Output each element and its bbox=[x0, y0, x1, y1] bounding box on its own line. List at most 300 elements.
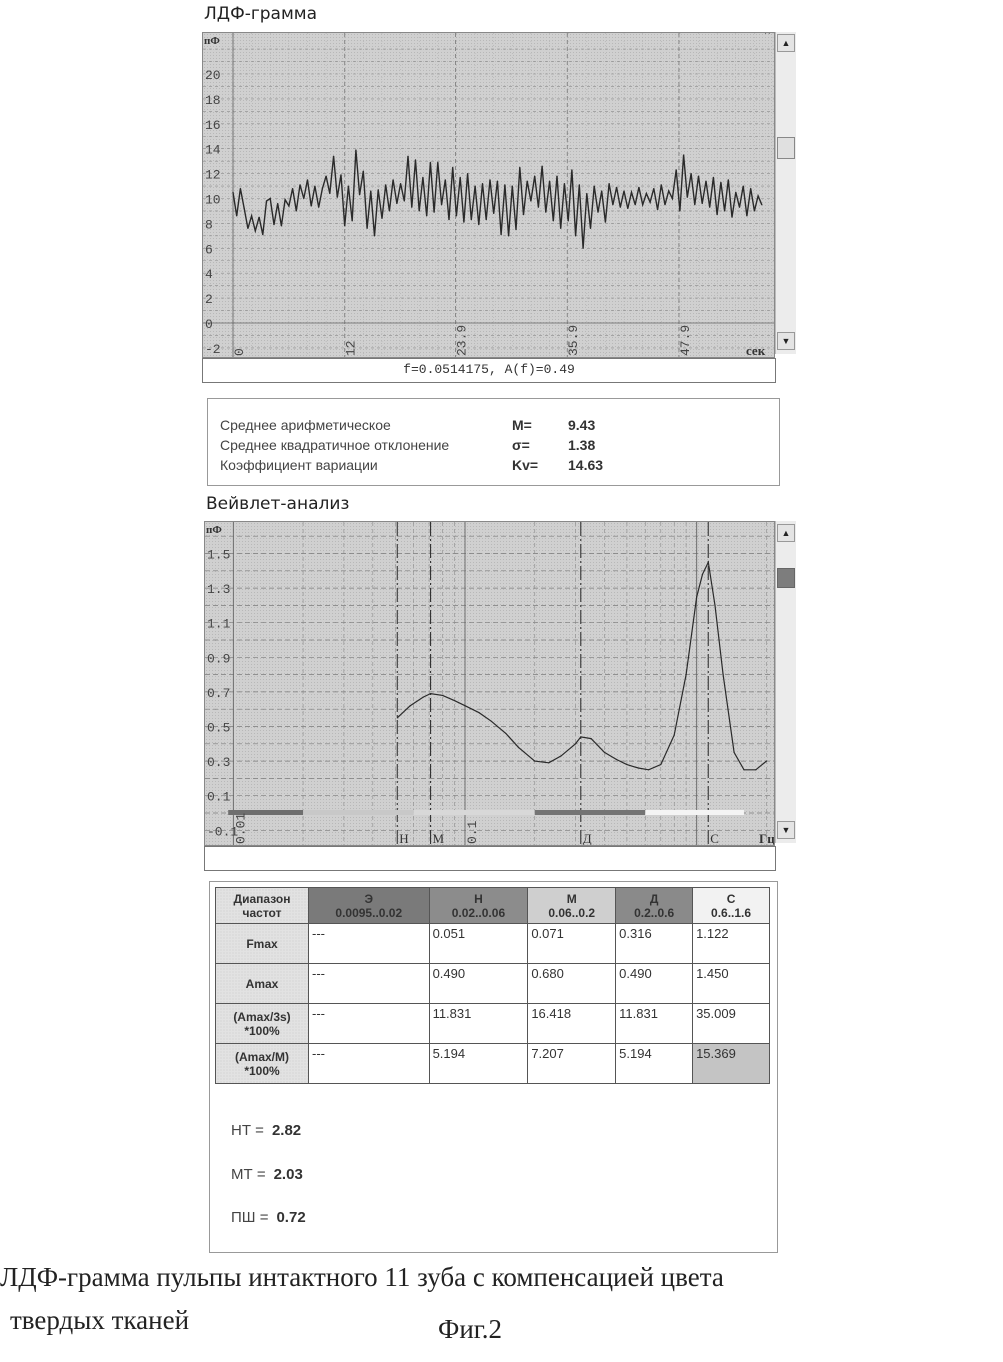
ldf-data-point bbox=[277, 203, 278, 204]
y-tick-label: 0.5 bbox=[207, 721, 230, 736]
wavelet-data-point bbox=[660, 764, 661, 765]
y-tick-label: 6 bbox=[205, 242, 213, 257]
wavelet-data-point bbox=[674, 735, 675, 736]
ldf-data-point bbox=[575, 235, 576, 236]
ldf-data-point bbox=[623, 190, 624, 191]
ldf-data-point bbox=[769, 32, 770, 33]
ldf-data-point bbox=[474, 185, 475, 186]
ldf-data-point bbox=[333, 156, 334, 157]
table-cell: 35.009 bbox=[693, 1004, 770, 1044]
ldf-data-point bbox=[288, 205, 289, 206]
ldf-data-point bbox=[426, 215, 427, 216]
ldf-data-point bbox=[370, 190, 371, 191]
ldf-data-point bbox=[560, 228, 561, 229]
table-cell: --- bbox=[309, 1044, 430, 1084]
ldf-data-point bbox=[612, 204, 613, 205]
ldf-data-point bbox=[698, 175, 699, 176]
ldf-data-point bbox=[534, 175, 535, 176]
ldf-data-point bbox=[735, 192, 736, 193]
table-cell: 1.450 bbox=[693, 964, 770, 1004]
column-header-e bbox=[309, 888, 430, 924]
y-tick-label: -0.1 bbox=[207, 824, 238, 839]
y-tick-label: 4 bbox=[205, 267, 213, 282]
param-value: 0.72 bbox=[276, 1209, 305, 1226]
ldf-data-point bbox=[314, 185, 315, 186]
y-tick-label: 14 bbox=[205, 143, 221, 158]
ldf-data-point bbox=[497, 180, 498, 181]
stat-cv-symbol: Kv= bbox=[512, 456, 538, 475]
param-label: МТ = bbox=[231, 1166, 266, 1183]
ldf-data-point bbox=[452, 167, 453, 168]
ldf-data-point bbox=[519, 167, 520, 168]
ldf-data-point bbox=[344, 225, 345, 226]
table-cell: 7.207 bbox=[528, 1044, 616, 1084]
wavelet-data-point bbox=[766, 761, 767, 762]
column-name: Н bbox=[474, 892, 483, 906]
band-bar bbox=[645, 810, 744, 815]
ldf-data-point bbox=[270, 198, 271, 199]
ldf-data-point bbox=[564, 183, 565, 184]
ldf-data-point bbox=[489, 179, 490, 180]
ldf-data-point bbox=[463, 222, 464, 223]
ldf-data-point bbox=[266, 200, 267, 201]
table-cell: --- bbox=[309, 1004, 430, 1044]
stat-sd-symbol: σ= bbox=[512, 436, 530, 455]
ldf-data-point bbox=[337, 197, 338, 198]
param-psh bbox=[231, 1209, 306, 1226]
y-tick-label: 0.7 bbox=[207, 686, 230, 701]
wavelet-data-point bbox=[638, 767, 639, 768]
table-row-fmax bbox=[216, 924, 770, 964]
ldf-data-point bbox=[676, 169, 677, 170]
table-cell: 11.831 bbox=[429, 1004, 528, 1044]
wavelet-series-line bbox=[397, 562, 766, 770]
y-tick-label: 16 bbox=[205, 118, 221, 133]
column-range: 0.06..0.2 bbox=[548, 906, 595, 920]
x-tick-label: 0 bbox=[232, 348, 247, 356]
ldf-data-point bbox=[661, 184, 662, 185]
ldf-data-point bbox=[385, 184, 386, 185]
row-header-text: *100% bbox=[244, 1064, 279, 1078]
stat-sd-value: 1.38 bbox=[568, 436, 595, 455]
ldf-data-point bbox=[530, 200, 531, 201]
wavelet-data-point bbox=[714, 605, 715, 606]
column-name: Э bbox=[365, 892, 374, 906]
table-cell: 11.831 bbox=[616, 1004, 693, 1044]
figure-caption-line2: твердых тканей bbox=[10, 1305, 189, 1336]
column-range: 0.02..0.06 bbox=[452, 906, 505, 920]
wavelet-data-point bbox=[626, 764, 627, 765]
ldf-data-point bbox=[616, 187, 617, 188]
wavelet-data-point bbox=[575, 743, 576, 744]
stat-cv-value: 14.63 bbox=[568, 456, 603, 475]
ldf-data-point bbox=[687, 197, 688, 198]
ldf-data-point bbox=[411, 207, 412, 208]
ldf-data-point bbox=[352, 220, 353, 221]
ldf-data-point bbox=[728, 179, 729, 180]
ldf-data-point bbox=[389, 210, 390, 211]
ldf-data-point bbox=[482, 183, 483, 184]
ldf-data-point bbox=[758, 195, 759, 196]
y-tick-label: 1.1 bbox=[207, 617, 231, 632]
ldf-data-point bbox=[363, 171, 364, 172]
ldf-data-point bbox=[322, 188, 323, 189]
ldf-scroll-thumb[interactable] bbox=[777, 137, 795, 159]
ldf-data-point bbox=[422, 177, 423, 178]
ldf-data-point bbox=[542, 166, 543, 167]
ldf-data-point bbox=[467, 173, 468, 174]
ldf-data-point bbox=[605, 222, 606, 223]
table-cell: 5.194 bbox=[616, 1044, 693, 1084]
row-header bbox=[216, 1004, 309, 1044]
ldf-data-point bbox=[430, 162, 431, 163]
ldf-data-point bbox=[434, 212, 435, 213]
y-tick-label: 18 bbox=[205, 93, 221, 108]
ldf-data-point bbox=[746, 215, 747, 216]
ldf-data-point bbox=[486, 219, 487, 220]
wavelet-data-point bbox=[442, 695, 443, 696]
table-cell: 0.680 bbox=[528, 964, 616, 1004]
corner-cell bbox=[216, 888, 309, 924]
ldf-data-point bbox=[240, 188, 241, 189]
param-nt bbox=[231, 1122, 301, 1139]
y-tick-label: 8 bbox=[205, 217, 213, 232]
ldf-data-point bbox=[601, 190, 602, 191]
wavelet-data-point bbox=[478, 712, 479, 713]
x-tick-label: 12 bbox=[344, 340, 359, 356]
ldf-data-point bbox=[664, 204, 665, 205]
x-tick-label: 0.1 bbox=[465, 820, 480, 844]
ldf-data-point bbox=[478, 224, 479, 225]
wavelet-data-point bbox=[755, 769, 756, 770]
table-header-row bbox=[216, 888, 770, 924]
ldf-chart-panel bbox=[202, 32, 796, 358]
ldf-data-point bbox=[713, 177, 714, 178]
ldf-data-point bbox=[586, 193, 587, 194]
y-tick-label: 10 bbox=[205, 193, 221, 208]
ldf-data-point bbox=[620, 207, 621, 208]
wavelet-data-point bbox=[561, 755, 562, 756]
ldf-data-point bbox=[709, 207, 710, 208]
scroll-down-button[interactable] bbox=[777, 332, 795, 350]
ldf-data-point bbox=[668, 190, 669, 191]
ldf-data-point bbox=[419, 210, 420, 211]
ldf-data-point bbox=[582, 248, 583, 249]
ldf-data-point bbox=[512, 185, 513, 186]
ldf-data-point bbox=[501, 234, 502, 235]
column-name: Д bbox=[650, 892, 659, 906]
ldf-data-point bbox=[590, 228, 591, 229]
ldf-data-point bbox=[258, 217, 259, 218]
column-header-n bbox=[429, 888, 528, 924]
ldf-data-point bbox=[657, 209, 658, 210]
wavelet-scrollbar[interactable] bbox=[775, 521, 796, 843]
ldf-data-point bbox=[545, 212, 546, 213]
ldf-data-point bbox=[296, 210, 297, 211]
y-tick-label: -2 bbox=[205, 342, 221, 357]
ldf-chart bbox=[202, 32, 775, 358]
y-tick-label: 12 bbox=[205, 168, 221, 183]
ldf-data-point bbox=[445, 179, 446, 180]
ldf-data-point bbox=[303, 198, 304, 199]
band-bar bbox=[414, 810, 535, 815]
ldf-data-point bbox=[631, 192, 632, 193]
ldf-data-point bbox=[471, 219, 472, 220]
ldf-data-point bbox=[553, 220, 554, 221]
y-tick-label: 0 bbox=[205, 317, 213, 332]
row-header-text: Amax bbox=[246, 977, 279, 991]
row-header bbox=[216, 1044, 309, 1084]
wavelet-data-point bbox=[534, 761, 535, 762]
table-cell: 16.418 bbox=[528, 1004, 616, 1044]
ldf-data-point bbox=[724, 210, 725, 211]
wavelet-data-point bbox=[423, 696, 424, 697]
scroll-down-button[interactable] bbox=[777, 821, 795, 839]
y-tick-label: 2 bbox=[205, 292, 213, 307]
ldf-data-point bbox=[556, 175, 557, 176]
ldf-data-point bbox=[717, 214, 718, 215]
ldf-data-point bbox=[690, 173, 691, 174]
ldf-data-point bbox=[527, 180, 528, 181]
wavelet-data-point bbox=[733, 752, 734, 753]
wavelet-title: Вейвлет-анализ bbox=[206, 494, 349, 514]
x-unit-label: Гц bbox=[759, 831, 775, 846]
ldf-data-point bbox=[273, 224, 274, 225]
ldf-data-point bbox=[538, 207, 539, 208]
ldf-data-point bbox=[493, 213, 494, 214]
ldf-data-point bbox=[568, 220, 569, 221]
ldf-data-point bbox=[731, 217, 732, 218]
table-row-amax-m bbox=[216, 1044, 770, 1084]
stat-sd-label: Среднее квадратичное отклонение bbox=[220, 436, 449, 455]
wavelet-data-point bbox=[580, 736, 581, 737]
ldf-data-point bbox=[579, 184, 580, 185]
row-header bbox=[216, 924, 309, 964]
corner-line2: частот bbox=[243, 906, 282, 920]
ldf-data-point bbox=[705, 180, 706, 181]
ldf-data-point bbox=[307, 179, 308, 180]
ldf-data-point bbox=[407, 156, 408, 157]
scroll-up-button[interactable] bbox=[777, 524, 795, 542]
ldf-data-point bbox=[702, 203, 703, 204]
param-label: ПШ = bbox=[231, 1209, 268, 1226]
ldf-data-point bbox=[523, 214, 524, 215]
arrow-down-icon: ▼ bbox=[782, 336, 791, 346]
wavelet-data-point bbox=[548, 762, 549, 763]
ldf-data-point bbox=[646, 193, 647, 194]
column-name: С bbox=[727, 892, 736, 906]
wavelet-data-point bbox=[743, 769, 744, 770]
y-tick-label: 0.3 bbox=[207, 755, 230, 770]
wavelet-data-point bbox=[518, 747, 519, 748]
ldf-data-point bbox=[456, 215, 457, 216]
ldf-data-point bbox=[743, 185, 744, 186]
stat-cv-label: Коэффициент вариации bbox=[220, 456, 378, 475]
figure-number: Фиг.2 bbox=[438, 1314, 502, 1345]
ldf-data-point bbox=[251, 215, 252, 216]
wavelet-data-point bbox=[604, 752, 605, 753]
y-tick-label: 20 bbox=[205, 68, 221, 83]
x-tick-label: 0.01 bbox=[233, 813, 248, 844]
ldf-data-point bbox=[650, 202, 651, 203]
x-band-label: М bbox=[433, 831, 445, 846]
ldf-status-bar: f=0.0514175, A(f)=0.49 bbox=[202, 358, 776, 383]
wavelet-data-point bbox=[696, 596, 697, 597]
param-value: 2.82 bbox=[272, 1122, 301, 1139]
x-tick-label: 35.9 bbox=[566, 325, 581, 356]
ldf-data-point bbox=[635, 204, 636, 205]
ldf-data-point bbox=[396, 203, 397, 204]
ldf-data-point bbox=[609, 183, 610, 184]
ldf-data-point bbox=[348, 185, 349, 186]
table-cell: 0.316 bbox=[616, 924, 693, 964]
row-header-text: (Amax/3s) bbox=[233, 1010, 290, 1024]
ldf-data-point bbox=[404, 200, 405, 201]
y-unit-label: пФ bbox=[206, 524, 222, 536]
ldf-data-point bbox=[739, 207, 740, 208]
ldf-data-point bbox=[244, 208, 245, 209]
ldf-data-point bbox=[329, 193, 330, 194]
param-label: НТ = bbox=[231, 1122, 264, 1139]
wavelet-chart bbox=[204, 521, 775, 846]
row-header-text: (Amax/M) bbox=[235, 1050, 289, 1064]
ldf-data-point bbox=[359, 194, 360, 195]
table-cell: 1.122 bbox=[693, 924, 770, 964]
wavelet-data-point bbox=[702, 574, 703, 575]
x-band-label: Д bbox=[583, 831, 592, 846]
ldf-data-point bbox=[285, 199, 286, 200]
wavelet-chart-panel bbox=[204, 521, 796, 847]
y-tick-label: 0.1 bbox=[207, 790, 231, 805]
band-bar bbox=[535, 810, 646, 815]
ldf-data-point bbox=[355, 149, 356, 150]
wavelet-data-point bbox=[397, 717, 398, 718]
stats-panel bbox=[207, 398, 780, 486]
param-value: 2.03 bbox=[274, 1166, 303, 1183]
ldf-data-point bbox=[642, 204, 643, 205]
wavelet-data-point bbox=[491, 721, 492, 722]
table-cell: --- bbox=[309, 924, 430, 964]
ldf-series-line bbox=[233, 150, 762, 248]
y-tick-label: 1.3 bbox=[207, 582, 230, 597]
x-tick-label: 23.9 bbox=[455, 325, 470, 356]
table-cell: 0.071 bbox=[528, 924, 616, 964]
x-band-label: Н bbox=[399, 831, 408, 846]
x-unit-label: сек bbox=[746, 343, 766, 358]
ldf-scrollbar[interactable] bbox=[775, 32, 796, 354]
arrow-up-icon: ▲ bbox=[782, 38, 791, 48]
ldf-data-point bbox=[694, 204, 695, 205]
band-bar bbox=[303, 810, 414, 815]
column-name: М bbox=[567, 892, 577, 906]
ldf-data-point bbox=[720, 182, 721, 183]
ldf-title: ЛДФ-грамма bbox=[204, 4, 317, 24]
wavelet-data-point bbox=[616, 759, 617, 760]
stat-mean-value: 9.43 bbox=[568, 416, 595, 435]
ldf-data-point bbox=[683, 154, 684, 155]
wavelet-data-point bbox=[590, 738, 591, 739]
ldf-data-point bbox=[247, 228, 248, 229]
row-header-text: Fmax bbox=[246, 937, 277, 951]
ldf-data-point bbox=[326, 175, 327, 176]
scroll-up-button[interactable] bbox=[777, 34, 795, 52]
param-mt bbox=[231, 1166, 303, 1183]
ldf-data-point bbox=[415, 159, 416, 160]
row-header-text: *100% bbox=[244, 1024, 279, 1038]
ldf-data-point bbox=[504, 184, 505, 185]
row-header bbox=[216, 964, 309, 1004]
ldf-data-point bbox=[366, 228, 367, 229]
ldf-data-point bbox=[508, 235, 509, 236]
wavelet-scroll-thumb[interactable] bbox=[777, 568, 795, 588]
table-cell-highlighted: 15.369 bbox=[693, 1044, 770, 1084]
table-row-amax bbox=[216, 964, 770, 1004]
column-header-m bbox=[528, 888, 616, 924]
ldf-data-point bbox=[549, 180, 550, 181]
ldf-data-point bbox=[448, 219, 449, 220]
stat-mean-label: Среднее арифметическое bbox=[220, 416, 391, 435]
ldf-data-point bbox=[318, 207, 319, 208]
y-tick-label: 0.9 bbox=[207, 651, 230, 666]
table-cell: 5.194 bbox=[429, 1044, 528, 1084]
ldf-data-point bbox=[292, 188, 293, 189]
wavelet-data-point bbox=[722, 674, 723, 675]
x-band-label: С bbox=[710, 831, 719, 846]
ldf-data-point bbox=[597, 212, 598, 213]
arrow-down-icon: ▼ bbox=[782, 825, 791, 835]
ldf-data-point bbox=[393, 179, 394, 180]
table-row-amax-3s bbox=[216, 1004, 770, 1044]
wavelet-data-point bbox=[410, 705, 411, 706]
table-cell: 0.490 bbox=[616, 964, 693, 1004]
column-range: 0.0095..0.02 bbox=[335, 906, 402, 920]
wavelet-data-point bbox=[708, 562, 709, 563]
ldf-data-point bbox=[761, 204, 762, 205]
ldf-data-point bbox=[381, 218, 382, 219]
column-header-d bbox=[616, 888, 693, 924]
table-cell: 0.490 bbox=[429, 964, 528, 1004]
arrow-up-icon: ▲ bbox=[782, 528, 791, 538]
ldf-data-point bbox=[638, 187, 639, 188]
frequency-table bbox=[215, 887, 770, 1084]
ldf-data-point bbox=[340, 174, 341, 175]
ldf-data-point bbox=[653, 188, 654, 189]
y-unit-label: пФ bbox=[204, 35, 220, 47]
column-range: 0.2..0.6 bbox=[634, 906, 674, 920]
wavelet-data-point bbox=[648, 769, 649, 770]
ldf-data-point bbox=[281, 225, 282, 226]
ldf-data-point bbox=[672, 198, 673, 199]
wavelet-data-point bbox=[454, 700, 455, 701]
ldf-data-point bbox=[262, 234, 263, 235]
ldf-data-point bbox=[311, 205, 312, 206]
ldf-data-point bbox=[236, 215, 237, 216]
ldf-data-point bbox=[679, 210, 680, 211]
x-tick-label: 47.9 bbox=[678, 325, 693, 356]
ldf-data-point bbox=[765, 32, 766, 33]
ldf-data-point bbox=[378, 189, 379, 190]
ldf-data-point bbox=[374, 235, 375, 236]
ldf-data-point bbox=[515, 229, 516, 230]
ldf-data-point bbox=[255, 230, 256, 231]
ldf-data-point bbox=[299, 184, 300, 185]
figure-caption: ЛДФ-грамма пульпы интактного 11 зуба с компенсацией цвета bbox=[0, 1262, 724, 1293]
wavelet-data-point bbox=[685, 674, 686, 675]
y-tick-label: 1.5 bbox=[207, 548, 230, 563]
ldf-data-point bbox=[594, 185, 595, 186]
column-range: 0.6..1.6 bbox=[711, 906, 751, 920]
wavelet-status-bar bbox=[204, 846, 776, 871]
